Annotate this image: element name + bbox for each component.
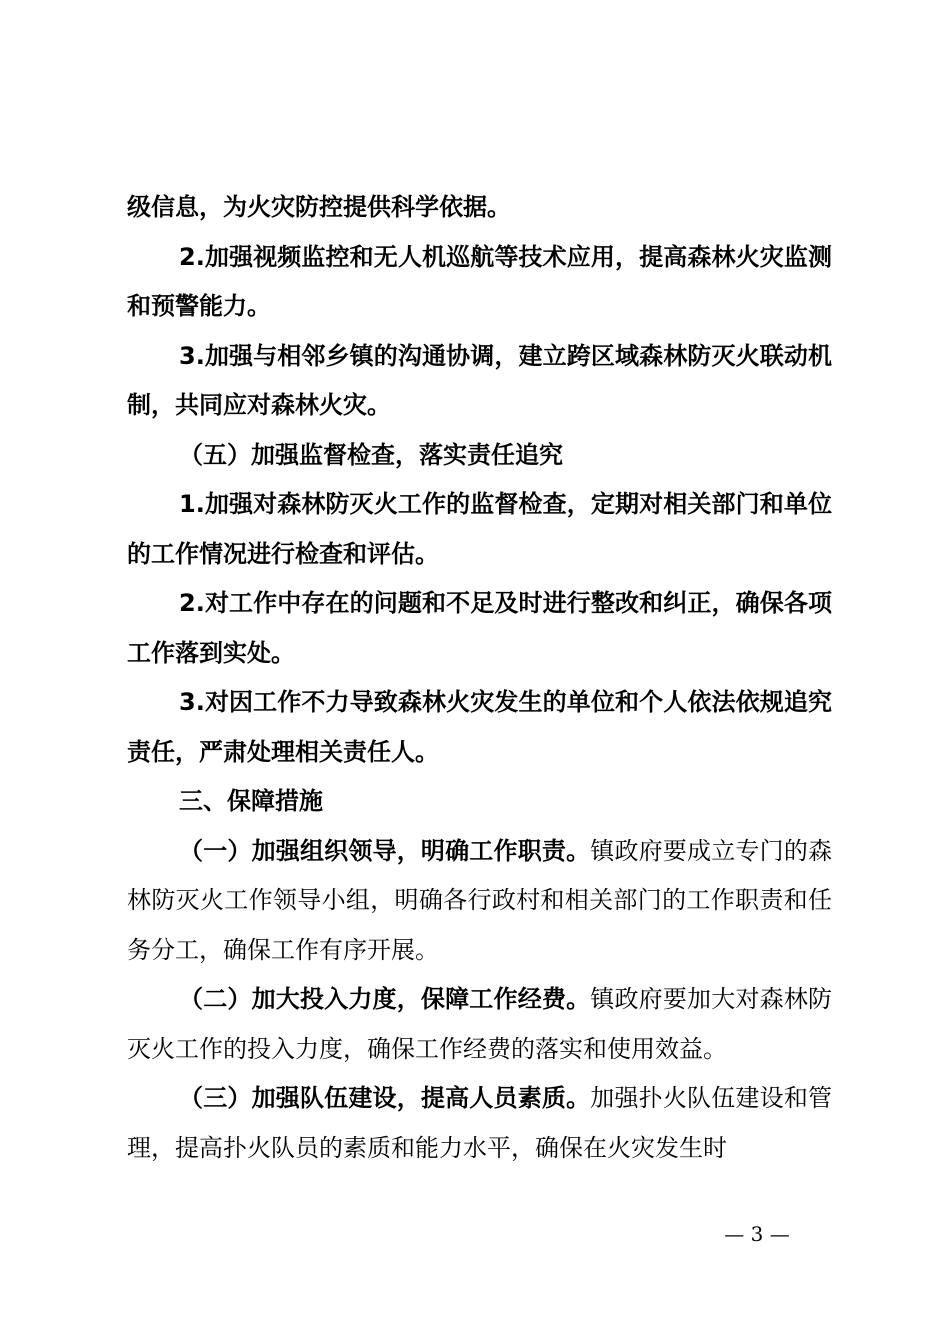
heading-text: 三、保障措施 bbox=[179, 787, 323, 815]
measure-text: 加强扑火队伍建设和管理，提高扑火队员的素质和能力水平，确保在火灾发生时 bbox=[127, 1084, 833, 1162]
page-number: — 3 — bbox=[724, 1222, 790, 1246]
measure-text: 镇政府要加大对森林防灭火工作的投入力度，确保工作经费的落实和使用效益。 bbox=[127, 985, 833, 1063]
paragraph-text: 3.对因工作不力导致森林火灾发生的单位和个人依法依规追究责任，严肃处理相关责任人。 bbox=[127, 688, 832, 766]
measure-paragraph-1 bbox=[127, 827, 832, 976]
paragraph-item-3b bbox=[127, 678, 832, 777]
measure-paragraph-3 bbox=[127, 1074, 832, 1173]
paragraph-item-3 bbox=[127, 332, 832, 431]
paragraph-item-1 bbox=[127, 480, 832, 579]
section-heading-5 bbox=[127, 431, 832, 481]
paragraph-text: 3.加强与相邻乡镇的沟通协调，建立跨区域森林防灭火联动机制，共同应对森林火灾。 bbox=[127, 341, 832, 419]
paragraph-item-2 bbox=[127, 233, 832, 332]
paragraph-text: 2.加强视频监控和无人机巡航等技术应用，提高森林火灾监测和预警能力。 bbox=[127, 242, 832, 320]
document-body bbox=[127, 183, 832, 1173]
paragraph-continuation bbox=[127, 183, 832, 233]
paragraph-text: 级信息，为火灾防控提供科学依据。 bbox=[127, 193, 511, 221]
heading-text: （五）加强监督检查，落实责任追究 bbox=[179, 440, 563, 469]
section-heading-3 bbox=[127, 777, 832, 827]
paragraph-text: 1.加强对森林防灭火工作的监督检查，定期对相关部门和单位的工作情况进行检查和评估。 bbox=[127, 490, 832, 568]
measure-title: （三）加强队伍建设，提高人员素质。 bbox=[179, 1084, 591, 1112]
paragraph-text: 2.对工作中存在的问题和不足及时进行整改和纠正，确保各项工作落到实处。 bbox=[127, 589, 832, 667]
paragraph-item-2b bbox=[127, 579, 832, 678]
measure-text: 镇政府要成立专门的森林防灭火工作领导小组，明确各行政村和相关部门的工作职责和任务分工，确保工作有序开展。 bbox=[127, 836, 833, 964]
measure-title: （二）加大投入力度，保障工作经费。 bbox=[179, 985, 591, 1013]
measure-title: （一）加强组织领导，明确工作职责。 bbox=[179, 836, 591, 865]
measure-paragraph-2 bbox=[127, 975, 832, 1074]
